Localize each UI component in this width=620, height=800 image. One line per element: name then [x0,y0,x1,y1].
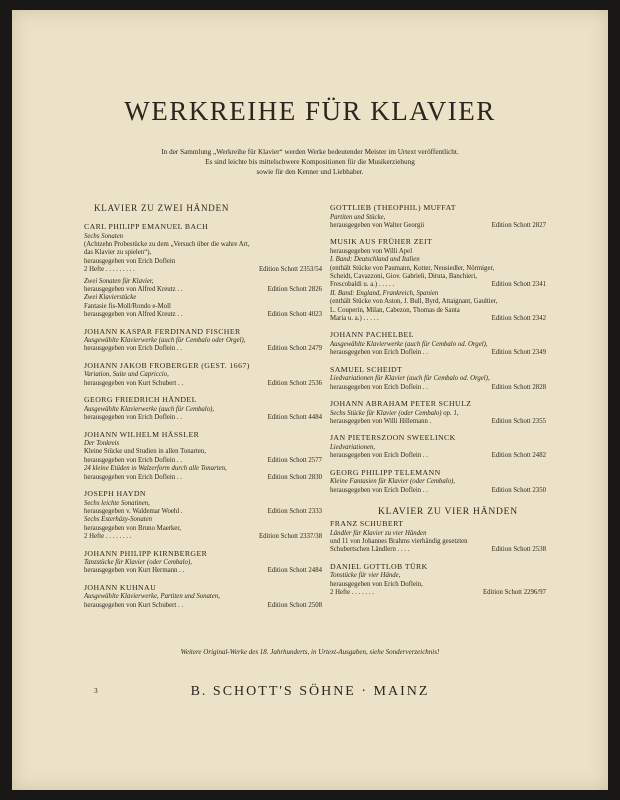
entry-text: Fantasie fis-Moll/Rondo e-Moll [84,302,171,310]
entry-text: II. Band: England, Frankreich, Spanien [330,289,439,297]
catalog-entry [330,365,546,392]
entry-text: herausgegeben von Erich Doflein . . [330,383,428,391]
edition-number: Edition Schott 2828 [491,383,546,391]
entry-text: Sechs Esterházy-Sonaten [84,516,153,524]
edition-number: Edition Schott 2337/38 [258,533,322,541]
catalog-entry [330,203,546,230]
entry-text: Maria u. a.) . . . . . [330,315,379,323]
entry-line [84,414,322,422]
entry-line [330,410,546,418]
composer-name: DANIEL GOTTLOB TÜRK [330,561,428,571]
entry-text: (Achtzehn Probestücke zu dem „Versuch über die wahre Art, [84,240,250,248]
entry-line [330,341,546,349]
entry-text: herausgegeben von Erich Doflein . . [330,486,428,494]
catalog-entry [84,583,322,610]
catalog-entry [330,562,546,598]
entry-text: (enthält Stücke von Paumann, Kotter, Neusiedler, Nörmiger, [330,264,495,272]
entry-line [330,546,546,554]
right-entry-list [330,203,546,495]
edition-number: Edition Schott 2536 [267,379,322,387]
composer-name: FRANZ SCHUBERT [330,519,404,529]
page [12,10,608,790]
entry-text: herausgegeben von Alfred Kreutz . . [84,311,183,319]
entry-line [84,525,322,533]
edition-number: Edition Schott 2484 [267,567,322,575]
entry-text: herausgegeben von Bruno Maerker, [84,524,182,532]
composer-name: JOHANN PACHELBEL [330,330,414,340]
entry-text: herausgegeben von Erich Doflein . . [84,414,182,422]
entry-line [84,593,322,601]
edition-number: Edition Schott 2479 [267,345,322,353]
entry-text: herausgegeben von Erich Doflein, [330,580,423,588]
entry-text: das Klavier zu spielen“), [84,249,152,257]
composer-name: JOHANN WILHELM HÄSSLER [84,429,200,439]
entry-line [84,258,322,266]
entry-line [330,222,546,230]
entry-text: Ausgewählte Klavierwerke, Partiten und Sonaten, [84,593,220,601]
entry-text: Scheidt, Cavazzoni, Giov. Gabrieli, Diruta, Banchieri, [330,273,477,281]
edition-number: Edition Schott 2342 [491,315,546,323]
entry-line [84,303,322,311]
edition-number: Edition Schott 4484 [267,414,322,422]
catalog-entry [84,395,322,422]
intro-line: In der Sammlung „Werkreihe für Klavier“ werden Werke bedeutender Meister im Urtext veröffentlicht. [161,148,459,156]
entry-text: herausgegeben von Walter Georgii [330,221,425,229]
entry-line [84,249,322,257]
composer-name: JOHANN PHILIPP KIRNBERGER [84,548,208,558]
entry-line [84,294,322,302]
entry-text: (enthält Stücke von Aston, J. Bull, Byrd, Attaignant, Gaultier, [330,298,498,306]
entry-line [330,281,546,289]
entry-text: L. Couperin, Milan, Cabezon, Thomas de Santa [330,306,460,314]
page-title: WERKREIHE FÜR KLAVIER [124,96,496,126]
edition-number: Edition Schott 2349 [491,349,546,357]
entry-line [84,345,322,353]
entry-text: herausgegeben von Erich Doflein . . [84,345,182,353]
entry-text: 2 Hefte . . . . . . . . [84,533,132,541]
entry-line [330,452,546,460]
entry-text: herausgegeben von Willi Hillemann . [330,418,432,425]
entry-text: herausgegeben von Erich Doflein . . [84,473,182,481]
edition-number: Edition Schott 2353/54 [258,266,322,274]
composer-name: GEORG PHILIPP TELEMANN [330,467,441,477]
entry-line [330,589,546,597]
edition-number: Edition Schott 2827 [491,221,546,229]
composer-name: MUSIK AUS FRÜHER ZEIT [330,237,433,247]
composer-name: CARL PHILIPP EMANUEL BACH [84,222,209,231]
entry-line [330,214,546,222]
entry-text: herausgegeben von Erich Doflein . . [84,456,182,464]
entry-text: und 11 von Johannes Brahms vierhändig gesetzten [330,537,468,545]
catalog-entry [330,433,546,460]
entry-line [84,508,322,516]
entry-text: Kleine Stücke und Studien in allen Tonarten, [84,448,206,456]
entry-line [330,487,546,495]
entry-line [84,559,322,567]
composer-name: SAMUEL SCHEIDT [330,364,403,374]
entry-line [330,530,546,538]
entry-line [330,273,546,281]
edition-number: Edition Schott 2350 [491,486,546,494]
entry-text: Ländler für Klavier zu vier Händen [330,529,427,537]
entry-line [84,465,322,473]
entry-text: Partiten und Stücke, [330,213,386,221]
entry-text: herausgegeben von Erich Doflein [84,257,176,265]
entry-line [330,265,546,273]
composer-name: JOHANN KASPAR FERDINAND FISCHER [84,326,241,336]
entry-line [330,478,546,486]
catalog-entry [84,549,322,576]
composer-name: GOTTLIEB (THEOPHIL) MUFFAT [330,203,456,212]
entry-text: 24 kleine Etüden in Walzerform durch alle Tonarten, [84,465,227,473]
four-hands-entry-list [330,519,546,597]
entry-text: herausgegeben von Alfred Kreutz . . [84,285,183,293]
edition-number: Edition Schott 2355 [491,418,546,425]
edition-number: Edition Schott 2482 [491,452,546,460]
catalog-entry [84,430,322,483]
entry-text: Zwei Klavierstücke [84,294,137,302]
composer-name: JAN PIETERSZOON SWEELINCK [330,433,456,443]
entry-line [84,533,322,541]
entry-line [330,444,546,452]
entry-line [84,457,322,465]
entry-text: Zwei Sonaten für Klavier, [84,277,154,285]
section-heading-four-hands: KLAVIER ZU VIER HÄNDEN [378,507,518,518]
intro-text [72,147,548,177]
entry-line [84,233,322,241]
entry-text: herausgegeben von Erich Doflein . . [330,452,428,460]
entry-line [84,241,322,249]
entry-text: Sechs Sonaten [84,232,124,240]
entry-line [330,307,546,315]
entry-text: Variation, Suite und Capriccio, [84,371,169,379]
edition-number: Edition Schott 2538 [491,546,546,554]
catalog-entry [330,399,546,426]
catalog-entry [84,489,322,542]
entry-line [84,371,322,379]
entry-text: herausgegeben von Kurt Schubert . . [84,601,184,609]
footnote: Weitere Original-Werke des 18. Jahrhunderts, in Urtext-Ausgaben, siehe Sonderverzeichnis! [180,648,440,656]
edition-number: Edition Schott 2296/97 [482,589,546,597]
entry-text: herausgegeben v. Waldemar Woehl . [84,507,183,515]
entry-line [84,380,322,388]
entry-text: 2 Hefte . . . . . . . . . [84,266,135,274]
entry-line [84,440,322,448]
entry-text: Schubertschen Ländlern . . . . [330,546,410,554]
entry-text: Ausgewählte Klavierwerke (auch für Cembalo oder Orgel), [84,337,246,345]
catalog-entry [84,327,322,354]
entry-line [84,567,322,575]
entry-line [330,538,546,546]
composer-name: GEORG FRIEDRICH HÄNDEL [84,395,197,405]
edition-number: Edition Schott 2333 [267,507,322,515]
entry-line [84,448,322,456]
edition-number: Edition Schott 2508 [267,601,322,609]
entry-text: I. Band: Deutschland und Italien [330,256,420,264]
catalog-entry [84,222,322,275]
left-entry-list [84,222,322,610]
entry-line [84,406,322,414]
entry-text: Liedvariationen für Klavier (auch für Cembalo od. Orgel), [330,375,490,383]
edition-number: Edition Schott 2830 [267,473,322,481]
entry-text: Ausgewählte Klavierwerke (auch für Cembalo od. Orgel), [330,340,488,348]
publisher: B. SCHOTT'S SÖHNE · MAINZ [190,684,430,699]
entry-line [330,572,546,580]
entry-text: herausgegeben von Willi Apel [330,247,413,255]
entry-line [84,311,322,319]
edition-number: Edition Schott 2826 [267,285,322,293]
edition-number: Edition Schott 2577 [267,456,322,464]
entry-line [84,474,322,482]
entry-line [84,500,322,508]
composer-name: JOHANN JAKOB FROBERGER (GEST. 1667) [84,360,250,370]
edition-number: Edition Schott 4023 [267,311,322,319]
entry-line [84,337,322,345]
entry-line [330,290,546,298]
composer-name: JOHANN KUHNAU [84,582,157,592]
entry-text: Ausgewählte Klavierwerke (auch für Cembalo), [84,405,215,413]
entry-text: Kleine Fantasien für Klavier (oder Cembalo), [330,478,455,486]
composer-name: JOSEPH HAYDN [84,489,146,499]
composer-name: JOHANN ABRAHAM PETER SCHULZ [330,399,472,409]
catalog-entry [330,330,546,357]
catalog-entry [330,519,546,555]
entry-text: herausgegeben von Erich Doflein . . [330,349,428,357]
entry-line [330,418,546,426]
catalog-entry [84,361,322,388]
entry-line [330,248,546,256]
entry-line [330,315,546,323]
edition-number: Edition Schott 2341 [491,281,546,289]
entry-text: Sechs leichte Sonatinen, [84,499,150,507]
catalog-entry [330,237,546,323]
entry-text: herausgegeben von Kurt Hermann . . [84,567,185,575]
entry-text: Tonstücke für vier Hände, [330,572,401,580]
entry-line [330,375,546,383]
entry-line [84,516,322,524]
entry-text: Tanzstücke für Klavier (oder Cembalo), [84,559,192,567]
entry-line [84,278,322,286]
entry-text: Liedvariationen, [330,443,376,451]
entry-line [330,256,546,264]
entry-line [84,286,322,294]
right-column [330,203,546,604]
catalog-entry [330,468,546,495]
entry-line [330,349,546,357]
catalog-entry [84,278,322,320]
entry-text: Sechs Stücke für Klavier (oder Cembalo) op. 1, [330,409,459,417]
entry-line [84,266,322,274]
entry-line [84,602,322,610]
entry-text: herausgegeben von Kurt Schubert . . [84,379,184,387]
entry-line [330,384,546,392]
entry-text: Frescobaldi u. a.) . . . . . [330,281,395,289]
entry-text: Der Tonkreis [84,440,120,447]
entry-text: 2 Hefte . . . . . . . [330,589,374,597]
entry-line [330,298,546,306]
left-column [84,203,322,617]
page-mark: 3 [94,688,98,695]
intro-line: Es sind leichte bis mittelschwere Kompositionen für die Musikerziehung [205,158,415,166]
section-heading-two-hands: KLAVIER ZU ZWEI HÄNDEN [94,203,230,213]
intro-line: sowie für den Kenner und Liebhaber. [256,168,364,176]
entry-line [330,581,546,589]
